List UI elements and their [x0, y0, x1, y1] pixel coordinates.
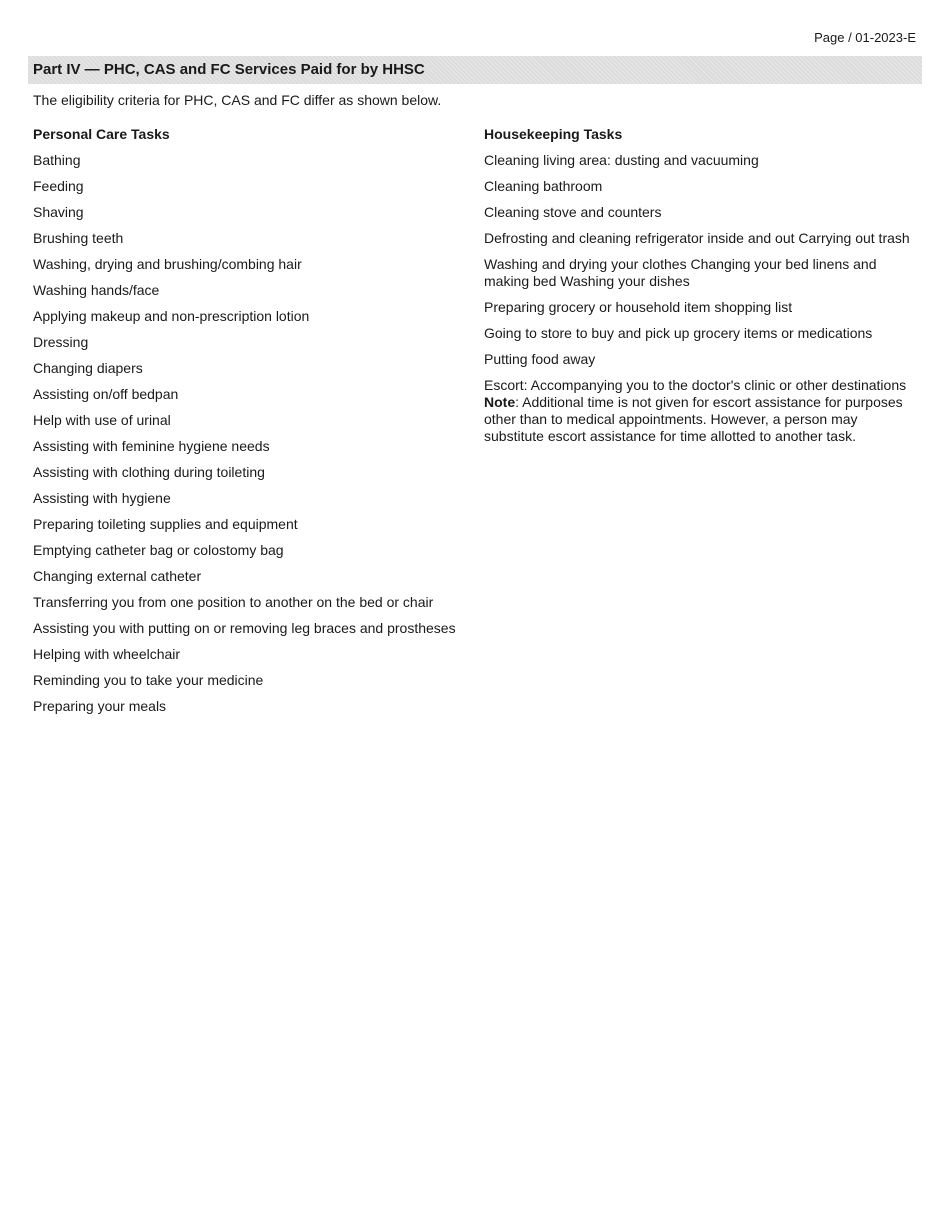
personal-care-item: Help with use of urinal — [33, 412, 171, 428]
housekeeping-item: Washing and drying your clothes Changing your bed linens and making bed Washing your dishes — [484, 256, 877, 289]
housekeeping-item: Cleaning living area: dusting and vacuuming — [484, 152, 759, 168]
escort-item — [484, 377, 920, 445]
escort-text: Escort: Accompanying you to the doctor's clinic or other destinations — [484, 377, 907, 393]
personal-care-heading: Personal Care Tasks — [33, 126, 170, 142]
personal-care-item: Preparing toileting supplies and equipment — [33, 516, 298, 532]
personal-care-item: Assisting you with putting on or removing leg braces and prostheses — [33, 620, 456, 636]
personal-care-item: Feeding — [33, 178, 84, 194]
note-label: Note — [484, 394, 516, 410]
housekeeping-item: Putting food away — [484, 351, 596, 367]
housekeeping-item: Cleaning stove and counters — [484, 204, 662, 220]
personal-care-item: Shaving — [33, 204, 84, 220]
housekeeping-item: Cleaning bathroom — [484, 178, 603, 194]
housekeeping-heading: Housekeeping Tasks — [484, 126, 623, 142]
personal-care-item: Assisting with feminine hygiene needs — [33, 438, 270, 454]
personal-care-item: Transferring you from one position to another on the bed or chair — [33, 594, 434, 610]
personal-care-item: Assisting with clothing during toileting — [33, 464, 265, 480]
personal-care-item: Changing external catheter — [33, 568, 202, 584]
personal-care-item: Bathing — [33, 152, 81, 168]
personal-care-item: Preparing your meals — [33, 698, 167, 714]
note-text: : Additional time is not given for escort assistance for purposes other than to medical appointments. However, a person may substitute escort assistance for time allotted to another task. — [484, 394, 903, 444]
personal-care-item: Reminding you to take your medicine — [33, 672, 264, 688]
personal-care-item: Dressing — [33, 334, 89, 350]
housekeeping-item: Going to store to buy and pick up grocery items or medications — [484, 325, 873, 341]
personal-care-column — [33, 126, 463, 724]
personal-care-item: Helping with wheelchair — [33, 646, 181, 662]
personal-care-item: Washing, drying and brushing/combing hair — [33, 256, 302, 272]
section-title: Part IV — PHC, CAS and FC Services Paid for by HHSC — [28, 56, 922, 84]
intro-text: The eligibility criteria for PHC, CAS and FC differ as shown below. — [33, 92, 442, 108]
personal-care-item: Washing hands/face — [33, 282, 160, 298]
personal-care-item: Emptying catheter bag or colostomy bag — [33, 542, 284, 558]
housekeeping-item: Preparing grocery or household item shopping list — [484, 299, 793, 315]
personal-care-item: Changing diapers — [33, 360, 143, 376]
personal-care-item: Brushing teeth — [33, 230, 124, 246]
personal-care-item: Assisting with hygiene — [33, 490, 171, 506]
page-number: Page / 01-2023-E — [814, 30, 916, 45]
personal-care-item: Assisting on/off bedpan — [33, 386, 179, 402]
housekeeping-item: Defrosting and cleaning refrigerator inside and out Carrying out trash — [484, 230, 910, 246]
housekeeping-column — [484, 126, 920, 454]
personal-care-item: Applying makeup and non-prescription lotion — [33, 308, 310, 324]
